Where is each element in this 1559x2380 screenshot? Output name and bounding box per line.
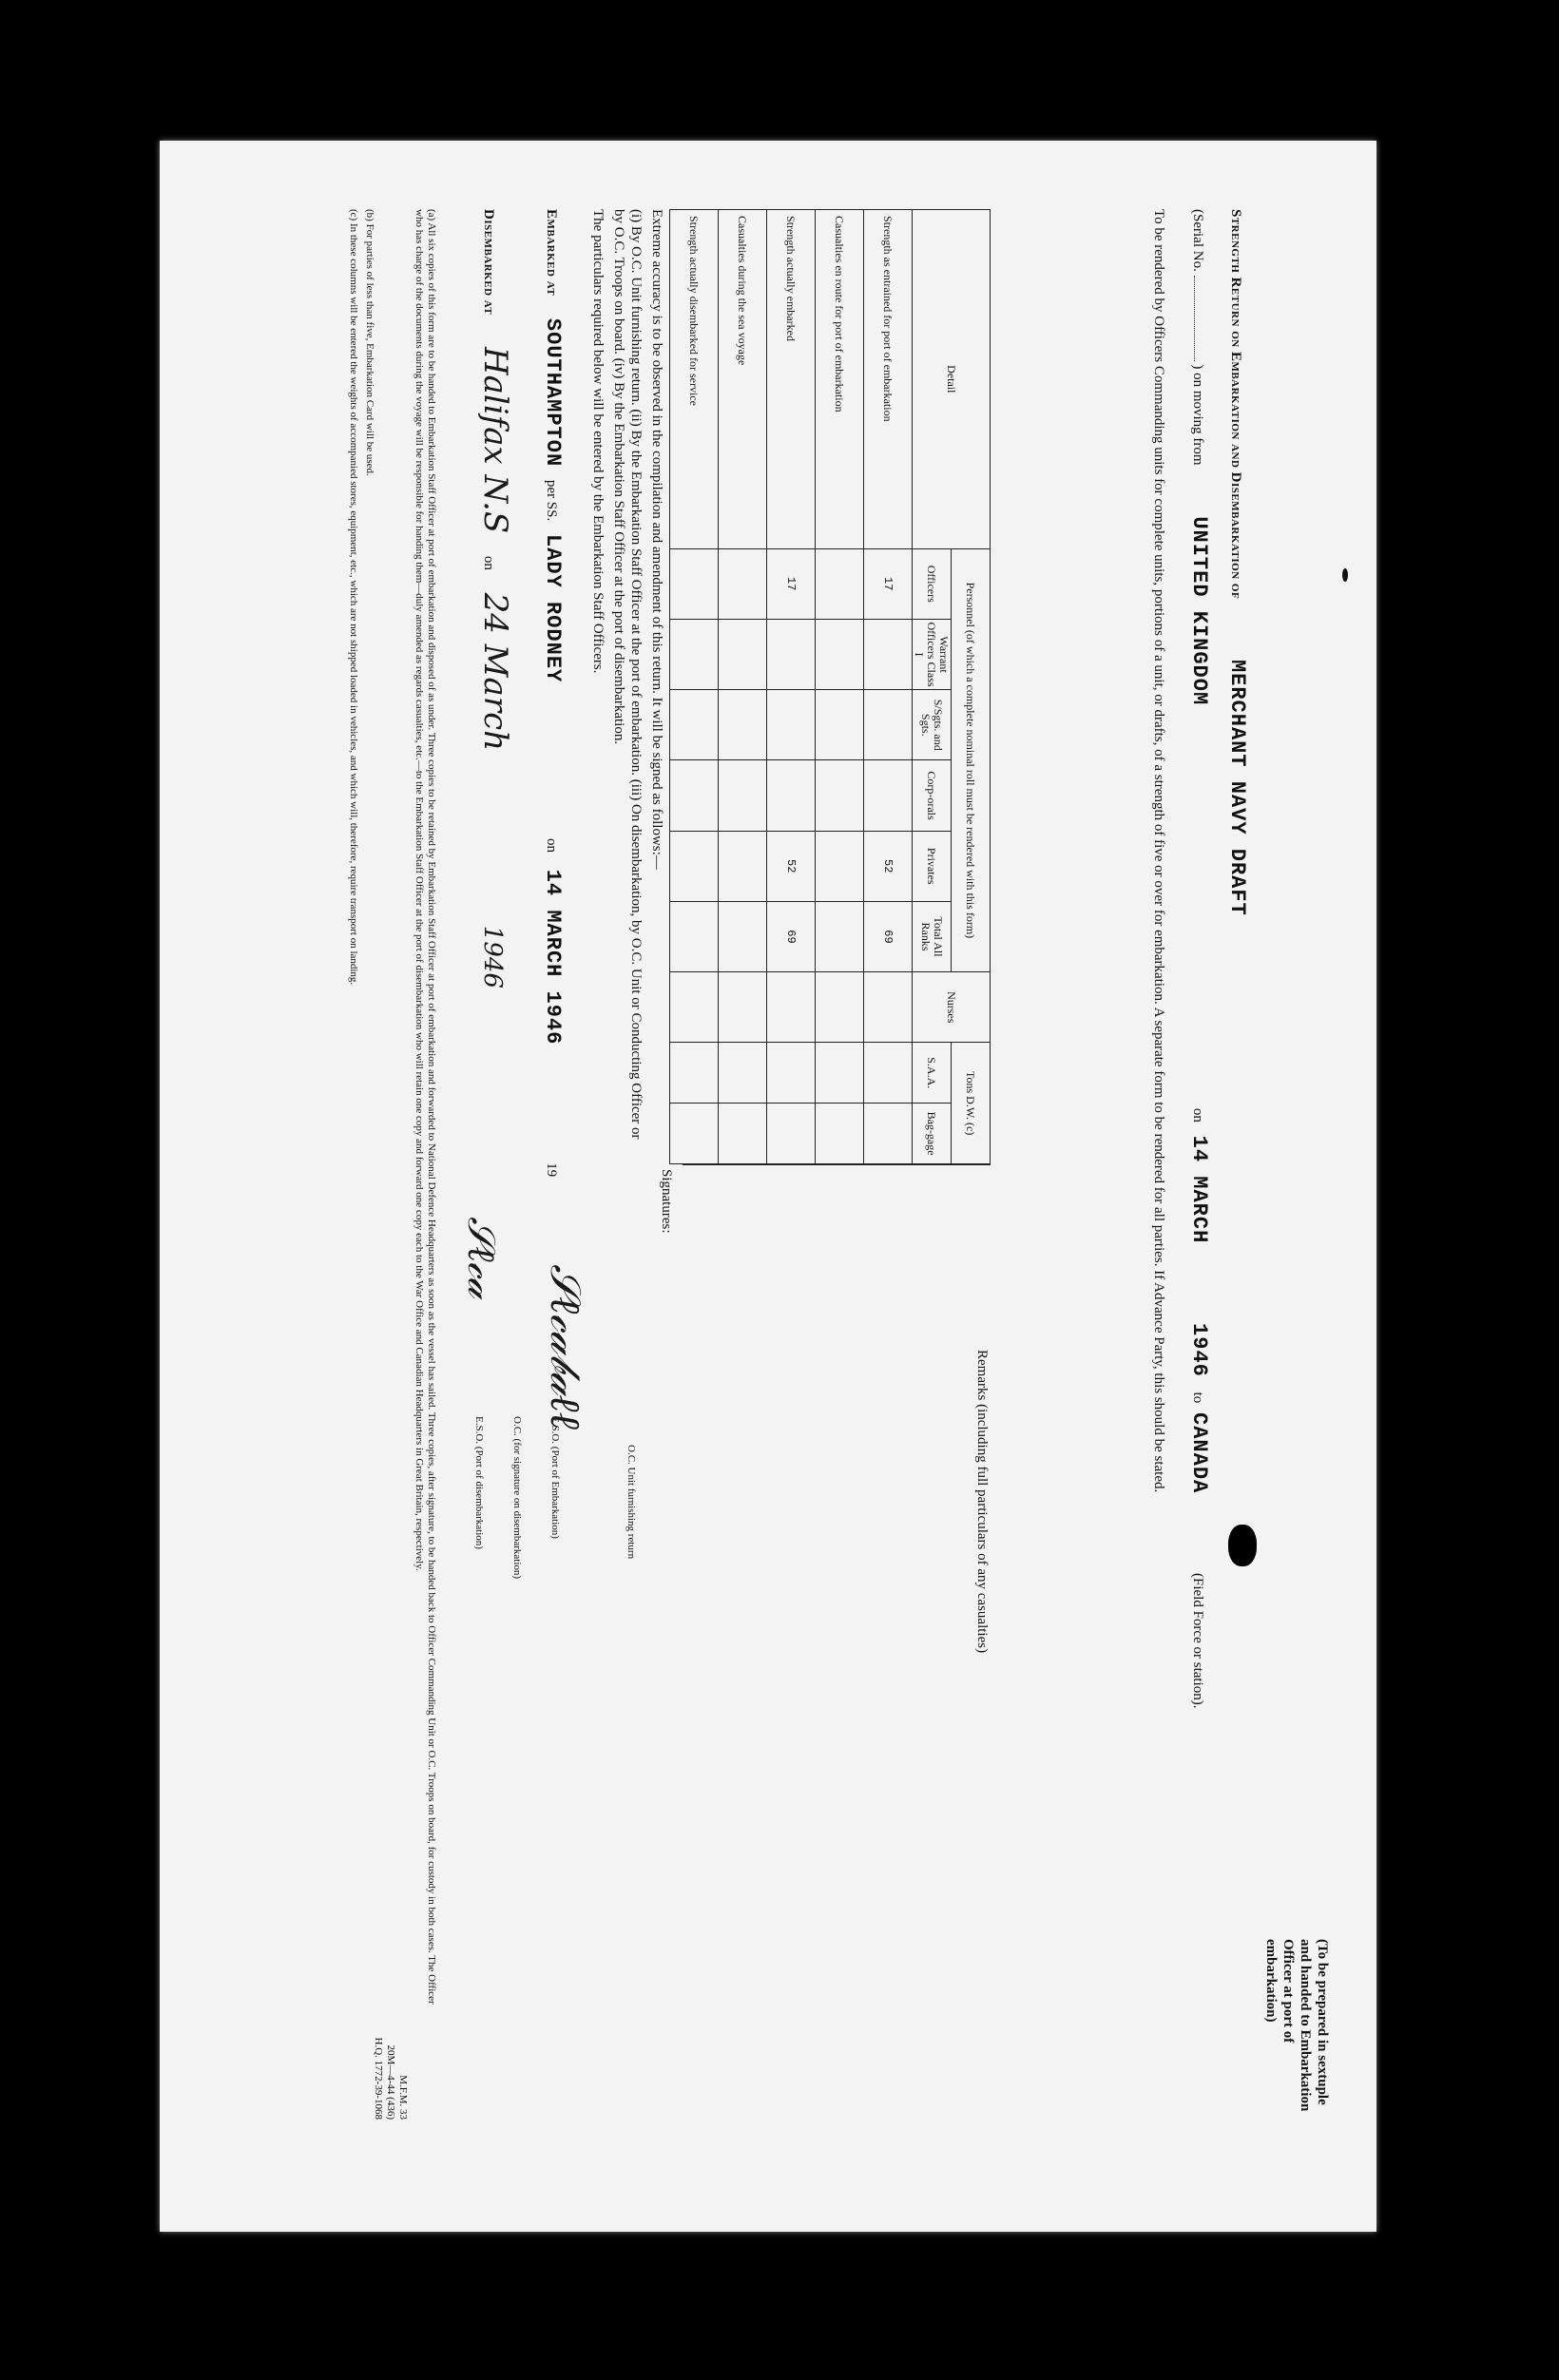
col-sgts: S/Sgts. and Sgts.	[913, 690, 952, 760]
cell-privates	[816, 831, 864, 901]
nurses-header: Nurses	[913, 972, 991, 1043]
embarked-line	[541, 209, 565, 1255]
form-codes	[372, 1967, 409, 2120]
col-warrant: Warrant Officers Class I	[913, 619, 952, 689]
sig-oc-unit: O.C. Unit furnishing return	[626, 1445, 637, 1560]
corner-note: (To be prepared in sextuple and handed to Embarkation Officer at port of embarkation)	[1263, 1939, 1330, 2112]
cell-officers	[719, 548, 767, 619]
disembarked-place: Halifax N.S	[476, 346, 514, 534]
unit-name: MERCHANT NAVY DRAFT	[1225, 659, 1249, 916]
cell-privates	[670, 831, 719, 901]
detail-header: Detail	[913, 210, 991, 549]
form-code-hq: H.Q. 1772-39-1068	[373, 2037, 384, 2120]
col-total: Total All Ranks	[913, 901, 952, 971]
footnote-c: (c) In these columns will be entered the weights of accompanied stores, equipment, etc., which are not shipped loaded in vehicles, and which will, therefore, require transport on landing.	[348, 209, 359, 986]
sig-eso-embarkation: E.S.O. (Port of Embarkation)	[549, 1416, 561, 1539]
year-value: 1946	[1187, 1323, 1211, 1377]
serial-line	[1187, 209, 1211, 2139]
signature-scrawl-2: 𝒮ℓ𝒸𝒶	[459, 1217, 503, 1298]
table-row	[864, 210, 913, 1164]
row-label: Strength as entrained for port of embarkation	[864, 210, 913, 549]
accuracy-p2: (i) By O.C. Unit furnishing return. (ii) By the Embarkation Staff Officer at the port of embarkation. (iii) On disembarkation, by O.C. Unit or Conducting Officer or by O.C. Troops on board. (iv) By the Embarkation Staff Officer at the port of disembarkation.	[611, 209, 644, 1140]
cell-privates: 52	[767, 831, 816, 901]
tons-header: Tons D.W. (c)	[952, 1043, 991, 1164]
accuracy-p1: Extreme accuracy is to be observed in the compilation and amendment of this return. It will be signed as follows:—	[649, 209, 664, 870]
signatures-label: Signatures:	[659, 1169, 674, 1234]
cell-total	[670, 901, 719, 971]
col-corporals: Corp-orals	[913, 760, 952, 831]
date-value: 14 MARCH	[1187, 1135, 1211, 1244]
to-value: CANADA	[1187, 1412, 1211, 1494]
table-row	[816, 210, 864, 1164]
embarked-on-label: on	[544, 837, 559, 853]
sig-eso-disembarkation: E.S.O. (Port of disembarkation)	[473, 1416, 485, 1549]
ship-name: LADY RODNEY	[541, 534, 565, 683]
disembarked-date: 24 March	[476, 592, 514, 752]
footnote-b: (b) For parties of less than five, Embarkation Card will be used.	[364, 209, 375, 476]
embarked-port: SOUTHAMPTON	[541, 317, 565, 468]
serial-label: (Serial No.	[1190, 209, 1205, 272]
title-prefix: Strength Return on Embarkation and Disembarkation of	[1228, 209, 1243, 600]
table-row	[670, 210, 719, 1164]
render-note: To be rendered by Officers Commanding units for complete units, portions of a unit, or drafts, of a strength of five or over for embarkation. A separate form to be rendered for all parties. If Advance Party, this should be stated.	[1151, 209, 1166, 1493]
cell-total: 69	[767, 901, 816, 971]
sig-oc-disembarkation: O.C. (for signature on disembarkation)	[511, 1416, 523, 1580]
embarked-label: Embarked at	[544, 209, 559, 297]
rotated-form	[152, 209, 1330, 2139]
accuracy-p3: The particulars required below will be entered by the Embarkation Staff Officers.	[590, 209, 606, 674]
per-ss-label: per SS.	[544, 479, 559, 522]
signature-scrawl-1: 𝒮ℓ𝒸𝒶𝒷𝒶ℓℓ	[541, 1264, 589, 1430]
table-row	[719, 210, 767, 1164]
row-label: Strength actually embarked	[767, 210, 816, 549]
col-officers: Officers	[913, 548, 952, 619]
on-label: on	[1190, 1107, 1205, 1123]
table-row	[767, 210, 816, 1164]
disembarked-label: Disembarked at	[481, 209, 496, 316]
personnel-header: Personnel (of which a complete nominal roll must be rendered with this form)	[952, 548, 991, 972]
cell-officers: 17	[864, 548, 913, 619]
from-value: UNITED KINGDOM	[1187, 516, 1211, 706]
form-code-print: 20M—4-44 (436)	[385, 2044, 396, 2120]
col-saa: S.A.A.	[913, 1043, 952, 1104]
strength-table	[669, 209, 991, 1164]
field-force-label: (Field Force or station).	[1190, 1573, 1205, 1709]
cell-officers	[816, 548, 864, 619]
moving-from-label: ) on moving from	[1190, 364, 1205, 466]
col-privates: Privates	[913, 831, 952, 901]
embarked-19: 19	[544, 1162, 559, 1178]
cell-total	[816, 901, 864, 971]
cell-officers: 17	[767, 548, 816, 619]
cell-privates: 52	[864, 831, 913, 901]
remarks-header: Remarks (including full particulars of any casualties)	[974, 1350, 990, 1654]
row-label: Casualties en route for port of embarkation	[816, 210, 864, 549]
cell-total	[719, 901, 767, 971]
punch-mark	[1342, 568, 1348, 582]
disembarked-line	[476, 209, 514, 1255]
cell-privates	[719, 831, 767, 901]
embarked-date: 14 MARCH 1946	[541, 869, 565, 1046]
disembarked-on-label: on	[481, 555, 496, 570]
row-label: Strength actually disembarked for service	[670, 210, 719, 549]
cell-officers	[670, 548, 719, 619]
footnote-a: (a) All six copies of this form are to be handed to Embarkation Staff Officer at port of embarkation and disposed of as under. Three copies to be retained by Embarkation Staff Officer at port of embarkation and forwarded to National Defence Headquarters as soon as the vessel has sailed. Three copies, after signature, to be handed back to Officer Commanding Unit or O.C. Troops on board, for custody in both cases. The Officer who has charge of the documents during the voyage will be responsible for handing them—duly amended as regards casualties, etc.—to the Embarkation Staff Officer at the port of disembarkation who will retain one copy and forward one copy each to the War Office and Canadian Headquarters in Great Britain, respectively.	[414, 209, 437, 2005]
to-label: to	[1190, 1392, 1205, 1404]
disembarked-year: 1946	[478, 925, 507, 988]
cell-total: 69	[864, 901, 913, 971]
form-code-mfm: M.F.M. 33	[397, 2075, 409, 2120]
row-label: Casualties during the sea voyage	[719, 210, 767, 549]
title-line	[1225, 209, 1249, 2139]
col-baggage: Bag-gage	[913, 1104, 952, 1164]
